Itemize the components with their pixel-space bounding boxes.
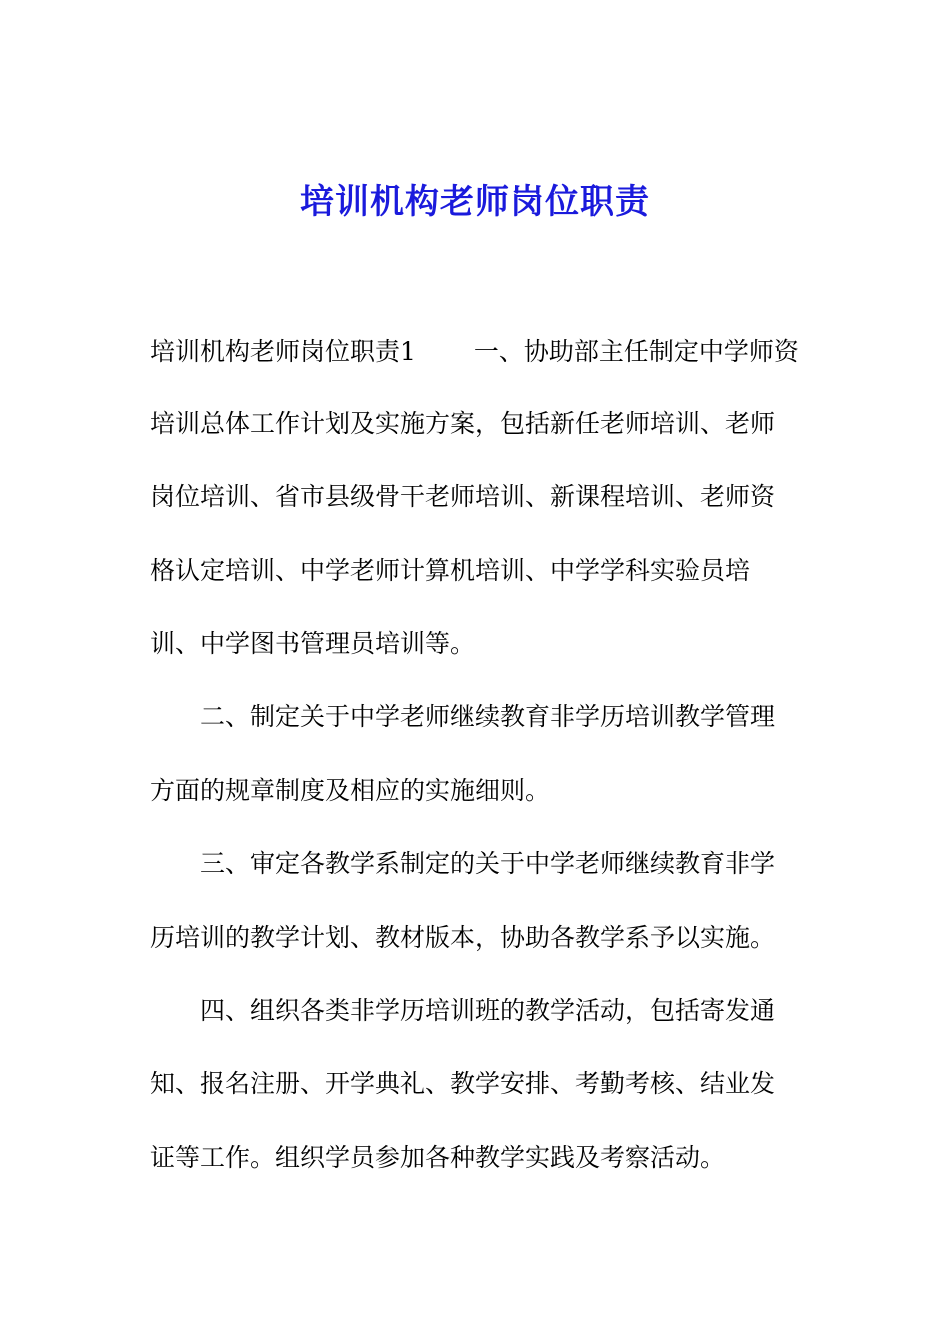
paragraph-1-line-1 bbox=[150, 332, 799, 372]
paragraph-1-text: 一、协助部主任制定中学师资 bbox=[473, 337, 799, 366]
paragraph-1-line-3: 岗位培训、省市县级骨干老师培训、新课程培训、老师资 bbox=[150, 482, 776, 511]
paragraph-4-line-1: 四、组织各类非学历培训班的教学活动，包括寄发通 bbox=[200, 996, 776, 1025]
paragraph-4-line-3: 证等工作。组织学员参加各种教学实践及考察活动。 bbox=[150, 1143, 726, 1172]
paragraph-2-line-1: 二、制定关于中学老师继续教育非学历培训教学管理 bbox=[200, 702, 776, 731]
document-title: 培训机构老师岗位职责 bbox=[300, 182, 650, 222]
paragraph-1-line-4: 格认定培训、中学老师计算机培训、中学学科实验员培 bbox=[150, 556, 751, 585]
paragraph-1-line-2: 培训总体工作计划及实施方案，包括新任老师培训、老师 bbox=[150, 409, 776, 438]
section-heading-label: 培训机构老师岗位职责1 bbox=[150, 337, 416, 366]
paragraph-3-line-1: 三、审定各教学系制定的关于中学老师继续教育非学 bbox=[200, 849, 776, 878]
paragraph-4-line-2: 知、报名注册、开学典礼、教学安排、考勤考核、结业发 bbox=[150, 1069, 776, 1098]
paragraph-1-line-5: 训、中学图书管理员培训等。 bbox=[150, 629, 476, 658]
paragraph-2-line-2: 方面的规章制度及相应的实施细则。 bbox=[150, 776, 551, 805]
paragraph-3-line-2: 历培训的教学计划、教材版本，协助各教学系予以实施。 bbox=[150, 923, 776, 952]
